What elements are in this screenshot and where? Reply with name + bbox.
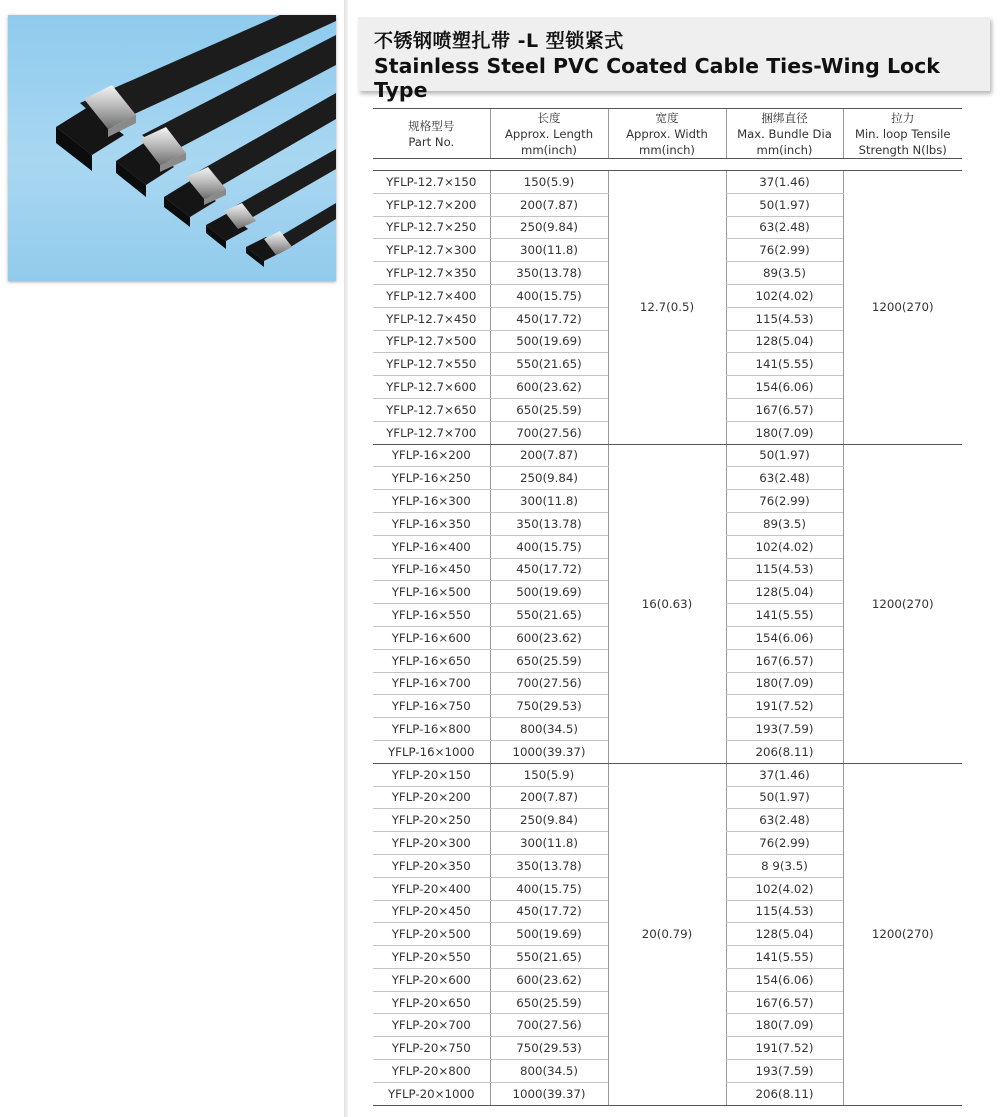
length-cell: 350(13.78) [490,512,608,535]
length-cell: 700(27.56) [490,672,608,695]
part-no-cell: YFLP-12.7×400 [373,284,490,307]
bundle-dia-cell: 8 9(3.5) [726,854,843,877]
header-en: Part No. [408,134,455,149]
header-bundle-dia [726,109,843,159]
part-no-cell: YFLP-12.7×200 [373,193,490,216]
part-no-cell: YFLP-16×450 [373,558,490,581]
length-cell: 1000(39.37) [490,740,608,763]
bundle-dia-cell: 128(5.04) [726,923,843,946]
length-cell: 800(34.5) [490,718,608,741]
bundle-dia-cell: 50(1.97) [726,444,843,467]
cable-tie-1 [56,15,336,171]
bundle-dia-cell: 167(6.57) [726,991,843,1014]
header-unit: mm(inch) [756,142,813,157]
cable-ties-illustration [8,15,336,281]
part-no-cell: YFLP-20×150 [373,763,490,786]
part-no-cell: YFLP-20×1000 [373,1082,490,1105]
length-cell: 250(9.84) [490,216,608,239]
header-tensile [843,109,962,159]
length-cell: 600(23.62) [490,376,608,399]
part-no-cell: YFLP-12.7×700 [373,421,490,444]
bundle-dia-cell: 167(6.57) [726,398,843,421]
part-no-cell: YFLP-12.7×500 [373,330,490,353]
bundle-dia-cell: 89(3.5) [726,512,843,535]
width-cell: 16(0.63) [608,444,726,763]
tensile-cell: 1200(270) [843,171,962,445]
length-cell: 300(11.8) [490,239,608,262]
bundle-dia-cell: 37(1.46) [726,763,843,786]
part-no-cell: YFLP-16×200 [373,444,490,467]
bundle-dia-cell: 115(4.53) [726,900,843,923]
length-cell: 450(17.72) [490,307,608,330]
bundle-dia-cell: 206(8.11) [726,740,843,763]
spec-table [373,108,962,1106]
part-no-cell: YFLP-12.7×550 [373,353,490,376]
part-no-cell: YFLP-16×750 [373,695,490,718]
part-no-cell: YFLP-20×800 [373,1060,490,1083]
header-en: Min. loop Tensile [854,126,951,141]
length-cell: 350(13.78) [490,854,608,877]
table-row [373,444,962,467]
header-cn: 宽度 [655,110,679,125]
length-cell: 550(21.65) [490,353,608,376]
length-cell: 650(25.59) [490,398,608,421]
bundle-dia-cell: 63(2.48) [726,216,843,239]
header-gap [373,159,962,171]
part-no-cell: YFLP-20×750 [373,1037,490,1060]
bundle-dia-cell: 89(3.5) [726,262,843,285]
tensile-cell: 1200(270) [843,444,962,763]
part-no-cell: YFLP-12.7×250 [373,216,490,239]
bundle-dia-cell: 50(1.97) [726,193,843,216]
length-cell: 400(15.75) [490,535,608,558]
length-cell: 200(7.87) [490,786,608,809]
header-en: Approx. Length [504,126,594,141]
header-en: Approx. Width [626,126,708,141]
bundle-dia-cell: 180(7.09) [726,421,843,444]
length-cell: 200(7.87) [490,193,608,216]
bundle-dia-cell: 128(5.04) [726,330,843,353]
length-cell: 150(5.9) [490,171,608,194]
part-no-cell: YFLP-12.7×650 [373,398,490,421]
part-no-cell: YFLP-20×700 [373,1014,490,1037]
header-unit: Strength N(lbs) [858,142,947,157]
length-cell: 400(15.75) [490,284,608,307]
length-cell: 650(25.59) [490,649,608,672]
bundle-dia-cell: 76(2.99) [726,239,843,262]
bundle-dia-cell: 180(7.09) [726,1014,843,1037]
length-cell: 650(25.59) [490,991,608,1014]
bundle-dia-cell: 76(2.99) [726,490,843,513]
length-cell: 550(21.65) [490,946,608,969]
bundle-dia-cell: 206(8.11) [726,1082,843,1105]
part-no-cell: YFLP-12.7×150 [373,171,490,194]
bundle-dia-cell: 141(5.55) [726,353,843,376]
header-row [373,109,962,159]
part-no-cell: YFLP-20×300 [373,832,490,855]
bundle-dia-cell: 76(2.99) [726,832,843,855]
header-part-no [373,109,490,159]
length-cell: 500(19.69) [490,923,608,946]
bundle-dia-cell: 193(7.59) [726,718,843,741]
part-no-cell: YFLP-16×500 [373,581,490,604]
part-no-cell: YFLP-16×550 [373,604,490,627]
part-no-cell: YFLP-16×300 [373,490,490,513]
length-cell: 450(17.72) [490,900,608,923]
length-cell: 200(7.87) [490,444,608,467]
bundle-dia-cell: 63(2.48) [726,467,843,490]
part-no-cell: YFLP-20×250 [373,809,490,832]
part-no-cell: YFLP-20×650 [373,991,490,1014]
length-cell: 800(34.5) [490,1060,608,1083]
length-cell: 500(19.69) [490,330,608,353]
length-cell: 700(27.56) [490,421,608,444]
length-cell: 550(21.65) [490,604,608,627]
spec-table-body [373,159,962,1106]
part-no-cell: YFLP-16×400 [373,535,490,558]
tensile-cell: 1200(270) [843,763,962,1105]
table-row [373,763,962,786]
bundle-dia-cell: 63(2.48) [726,809,843,832]
header-cn: 长度 [537,110,561,125]
width-cell: 20(0.79) [608,763,726,1105]
length-cell: 350(13.78) [490,262,608,285]
header-cn: 规格型号 [408,118,455,133]
part-no-cell: YFLP-12.7×350 [373,262,490,285]
column-divider [344,0,348,1117]
length-cell: 300(11.8) [490,490,608,513]
part-no-cell: YFLP-12.7×450 [373,307,490,330]
bundle-dia-cell: 115(4.53) [726,307,843,330]
part-no-cell: YFLP-20×350 [373,854,490,877]
length-cell: 250(9.84) [490,467,608,490]
length-cell: 250(9.84) [490,809,608,832]
product-photo [8,15,336,281]
bundle-dia-cell: 154(6.06) [726,968,843,991]
part-no-cell: YFLP-20×450 [373,900,490,923]
header-length [490,109,608,159]
width-cell: 12.7(0.5) [608,171,726,445]
bundle-dia-cell: 102(4.02) [726,877,843,900]
part-no-cell: YFLP-16×650 [373,649,490,672]
header-cn: 捆绑直径 [761,110,808,125]
bundle-dia-cell: 102(4.02) [726,535,843,558]
length-cell: 400(15.75) [490,877,608,900]
table-row [373,171,962,194]
bundle-dia-cell: 154(6.06) [726,376,843,399]
bundle-dia-cell: 37(1.46) [726,171,843,194]
part-no-cell: YFLP-20×400 [373,877,490,900]
part-no-cell: YFLP-20×500 [373,923,490,946]
part-no-cell: YFLP-16×700 [373,672,490,695]
length-cell: 600(23.62) [490,626,608,649]
part-no-cell: YFLP-16×600 [373,626,490,649]
part-no-cell: YFLP-12.7×300 [373,239,490,262]
title-chinese: 不锈钢喷塑扎带 -L 型锁紧式 [374,30,624,52]
bundle-dia-cell: 102(4.02) [726,284,843,307]
length-cell: 750(29.53) [490,1037,608,1060]
length-cell: 150(5.9) [490,763,608,786]
length-cell: 1000(39.37) [490,1082,608,1105]
bundle-dia-cell: 141(5.55) [726,946,843,969]
length-cell: 600(23.62) [490,968,608,991]
title-banner [358,17,990,102]
part-no-cell: YFLP-20×550 [373,946,490,969]
bundle-dia-cell: 167(6.57) [726,649,843,672]
length-cell: 500(19.69) [490,581,608,604]
bundle-dia-cell: 128(5.04) [726,581,843,604]
bundle-dia-cell: 115(4.53) [726,558,843,581]
length-cell: 700(27.56) [490,1014,608,1037]
part-no-cell: YFLP-16×350 [373,512,490,535]
bundle-dia-cell: 180(7.09) [726,672,843,695]
part-no-cell: YFLP-20×200 [373,786,490,809]
header-en: Max. Bundle Dia [737,126,832,141]
part-no-cell: YFLP-16×1000 [373,740,490,763]
bundle-dia-cell: 191(7.52) [726,1037,843,1060]
header-unit: mm(inch) [521,142,577,157]
bundle-dia-cell: 141(5.55) [726,604,843,627]
part-no-cell: YFLP-20×600 [373,968,490,991]
title-english: Stainless Steel PVC Coated Cable Ties-Wing Lock Type [374,54,940,102]
part-no-cell: YFLP-16×250 [373,467,490,490]
length-cell: 300(11.8) [490,832,608,855]
part-no-cell: YFLP-16×800 [373,718,490,741]
length-cell: 750(29.53) [490,695,608,718]
header-width [608,109,726,159]
length-cell: 450(17.72) [490,558,608,581]
header-unit: mm(inch) [639,142,695,157]
part-no-cell: YFLP-12.7×600 [373,376,490,399]
bundle-dia-cell: 50(1.97) [726,786,843,809]
header-cn: 拉力 [891,110,915,125]
bundle-dia-cell: 154(6.06) [726,626,843,649]
bundle-dia-cell: 191(7.52) [726,695,843,718]
bundle-dia-cell: 193(7.59) [726,1060,843,1083]
